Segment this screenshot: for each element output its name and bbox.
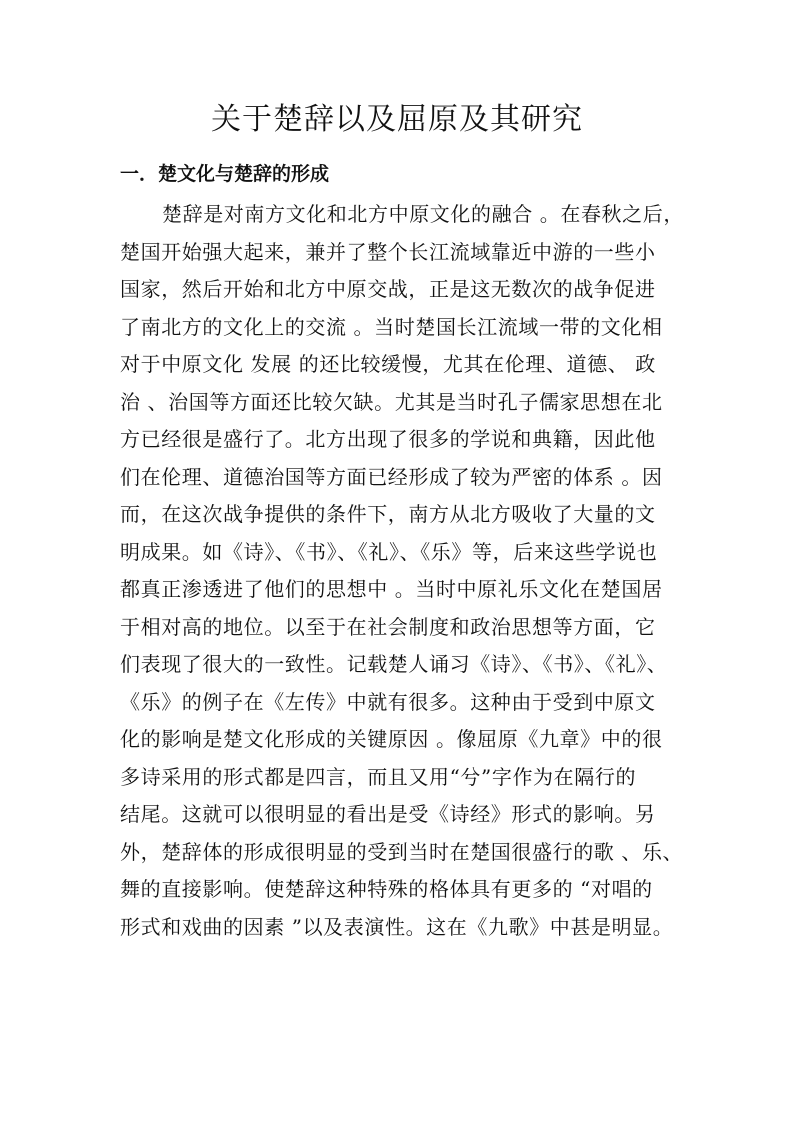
- text-line: 们表现了很大的一致性。记载楚人诵习《诗》、《书》、《礼》、: [120, 652, 668, 676]
- text-line: 国家，然后开始和北方中原交战，正是这无数次的战争促进: [120, 277, 656, 301]
- text-line: 多诗采用的形式都是四言，而且又用“兮”字作为在隔行的: [120, 764, 637, 789]
- text-line: 都真正渗透进了他们的思想中 。当时中原礼乐文化在楚国居: [120, 577, 663, 601]
- body-paragraph: [120, 196, 684, 946]
- text-line: 外，楚辞体的形成很明显的受到当时在楚国很盛行的歌 、乐、: [120, 839, 684, 864]
- text-line: 楚辞是对南方文化和北方中原文化的融合 。在春秋之后，: [162, 202, 684, 226]
- text-line: 舞的直接影响。使楚辞这种特殊的格体具有更多的 “对唱的: [120, 877, 653, 901]
- text-line: 楚国开始强大起来，兼并了整个长江流域靠近中游的一些小: [120, 239, 656, 264]
- text-line: 对于中原文化 发展 的还比较缓慢，尤其在伦理、道德、 政: [120, 352, 656, 376]
- text-line: 明成果。如《诗》、《书》、《礼》、《乐》等，后来这些学说也: [120, 539, 658, 564]
- text-line: 于相对高的地位。以至于在社会制度和政治思想等方面，它: [120, 614, 656, 639]
- text-line: 们在伦理、道德治国等方面已经形成了较为严密的体系 。因: [120, 464, 663, 489]
- text-line: 化的影响是楚文化形成的关键原因 。像屈原《九章》中的很: [120, 727, 663, 751]
- text-line: 了南北方的文化上的交流 。当时楚国长江流域一带的文化相: [120, 314, 663, 339]
- section-heading: 一．楚文化与楚辞的形成: [120, 163, 330, 185]
- text-line: 《乐》的例子在《左传》中就有很多。这种由于受到中原文: [120, 689, 656, 714]
- text-line: 形式和戏曲的因素 ”以及表演性。这在《九歌》中甚是明显。: [120, 914, 674, 939]
- text-line: 结尾。这就可以很明显的看出是受《诗经》形式的影响。另: [120, 802, 656, 826]
- page-title: 关于楚辞以及屈原及其研究: [211, 102, 583, 137]
- text-line: 治 、治国等方面还比较欠缺。尤其是当时孔子儒家思想在北: [120, 389, 663, 414]
- text-line: 而，在这次战争提供的条件下，南方从北方吸收了大量的文: [120, 502, 656, 526]
- text-line: 方已经很是盛行了。北方出现了很多的学说和典籍，因此他: [120, 427, 656, 451]
